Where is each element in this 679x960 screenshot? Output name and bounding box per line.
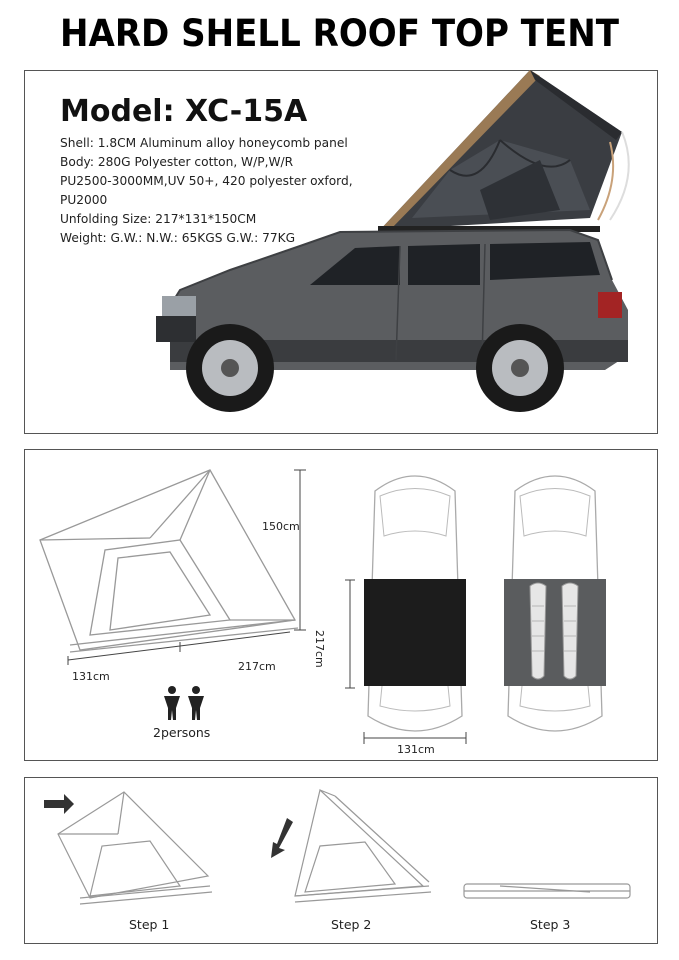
spec-unfolding-size: Unfolding Size: 217*131*150CM [60,212,257,226]
step-3-diagram [460,880,640,910]
step-2-diagram [265,786,445,906]
step-2-label: Step 2 [331,917,372,932]
step-1-diagram [40,786,220,906]
side-dimension-lines [30,460,330,700]
dim-height-150: 150cm [262,520,300,533]
spec-body: Body: 280G Polyester cotton, W/P,W/R [60,155,294,169]
dim-width-top-131: 131cm [397,743,435,756]
dim-width-131: 131cm [72,670,110,683]
dim-length-217: 217cm [238,660,276,673]
top-view-car-open-tent [500,466,610,738]
spec-shell: Shell: 1.8CM Aluminum alloy honeycomb panel [60,136,348,150]
suv-with-tent-image [150,70,640,420]
model-heading: Model: XC-15A [60,94,308,129]
spec-pu: PU2500-3000MM,UV 50+, 420 polyester oxford, [60,174,353,188]
dim-length-top-217: 217cm [313,630,326,668]
spec-pu2000: PU2000 [60,193,108,207]
top-dimension-lines [340,570,480,750]
capacity-label: 2persons [153,725,211,740]
step-3-label: Step 3 [530,917,571,932]
page-title: HARD SHELL ROOF TOP TENT [60,12,619,55]
step-1-label: Step 1 [129,917,170,932]
spec-weight: Weight: G.W.: N.W.: 65KGS G.W.: 77KG [60,231,296,245]
two-persons-icon [162,686,208,722]
